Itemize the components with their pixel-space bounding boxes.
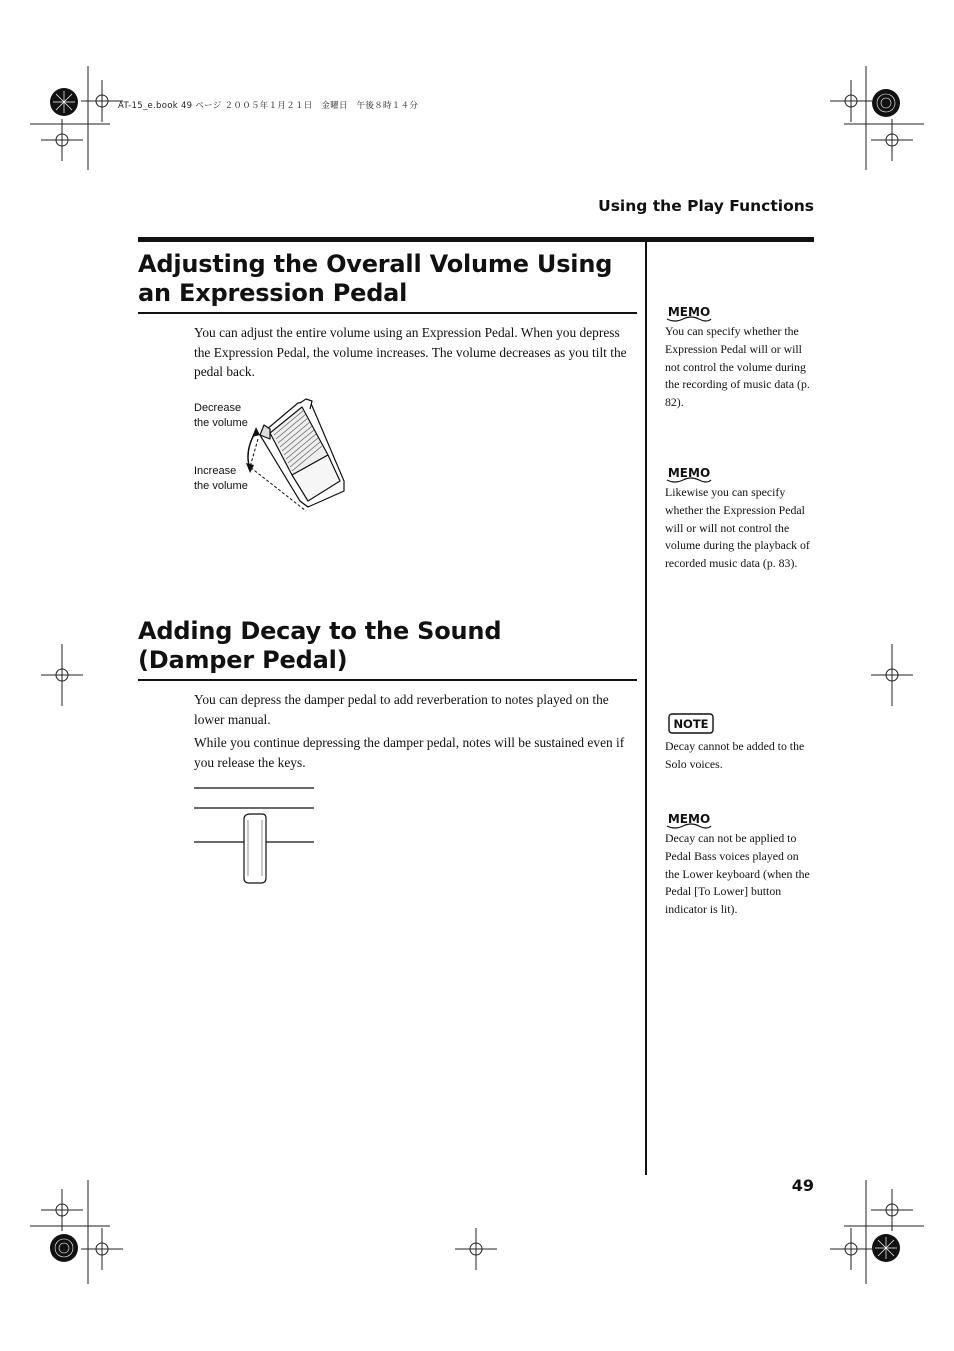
- svg-text:NOTE: NOTE: [673, 717, 709, 731]
- sidebar-memo-3: [665, 808, 813, 919]
- page-number: 49: [791, 1176, 814, 1195]
- expression-pedal-illustration: [240, 395, 355, 517]
- memo-1-text: You can specify whether the Expression Pedal will or will not control the volume during the recording of music data (p. 82).: [665, 324, 810, 410]
- svg-text:MEMO: MEMO: [667, 305, 711, 319]
- memo-3-text: Decay can not be applied to Pedal Bass voices played on the Lower keyboard (when the Pedal [To Lower] button indicator is lit).: [665, 831, 810, 917]
- memo-icon: [665, 808, 713, 830]
- section-title-damper-pedal-line2: (Damper Pedal): [138, 646, 348, 674]
- section-title-damper-pedal-line1: Adding Decay to the Sound: [138, 617, 502, 645]
- column-divider: [645, 242, 647, 1175]
- sidebar-memo-2: [665, 462, 810, 573]
- section-title-expression-pedal: Adjusting the Overall Volume Using an Expression Pedal: [138, 250, 613, 307]
- print-mark-text: AT-15_e.book 49 ページ ２００５年１月２１日 金曜日 午後８時１４分: [118, 101, 419, 111]
- label-decrease-volume: Decrease the volume: [194, 402, 248, 429]
- note-icon: [665, 712, 717, 736]
- sidebar-note: [665, 712, 810, 774]
- memo-icon: [665, 301, 713, 323]
- section-title-underline: [138, 312, 637, 314]
- header-rule: [138, 237, 814, 242]
- expression-pedal-paragraph: You can adjust the entire volume using an Expression Pedal. When you depress the Expression Pedal, the volume increases. The volume decreases as you tilt the pedal back.: [194, 325, 627, 380]
- memo-2-text: Likewise you can specify whether the Expression Pedal will or will not control the volume during the playback of recorded music data (p. 83).: [665, 485, 810, 571]
- label-increase-volume: Increase the volume: [194, 465, 248, 492]
- note-text: Decay cannot be added to the Solo voices.: [665, 739, 805, 771]
- svg-text:MEMO: MEMO: [667, 812, 711, 826]
- sidebar-memo-1: [665, 301, 810, 412]
- damper-pedal-illustration: [194, 786, 316, 888]
- memo-icon: [665, 462, 713, 484]
- damper-pedal-paragraph-1: You can depress the damper pedal to add reverberation to notes played on the lower manual.: [194, 692, 609, 727]
- section-title-damper-pedal: [138, 617, 638, 675]
- damper-pedal-paragraph-2: While you continue depressing the damper pedal, notes will be sustained even if you release the keys.: [194, 735, 625, 770]
- section-header: Using the Play Functions: [598, 197, 814, 215]
- section-title-underline-2: [138, 679, 637, 681]
- svg-text:MEMO: MEMO: [667, 466, 711, 480]
